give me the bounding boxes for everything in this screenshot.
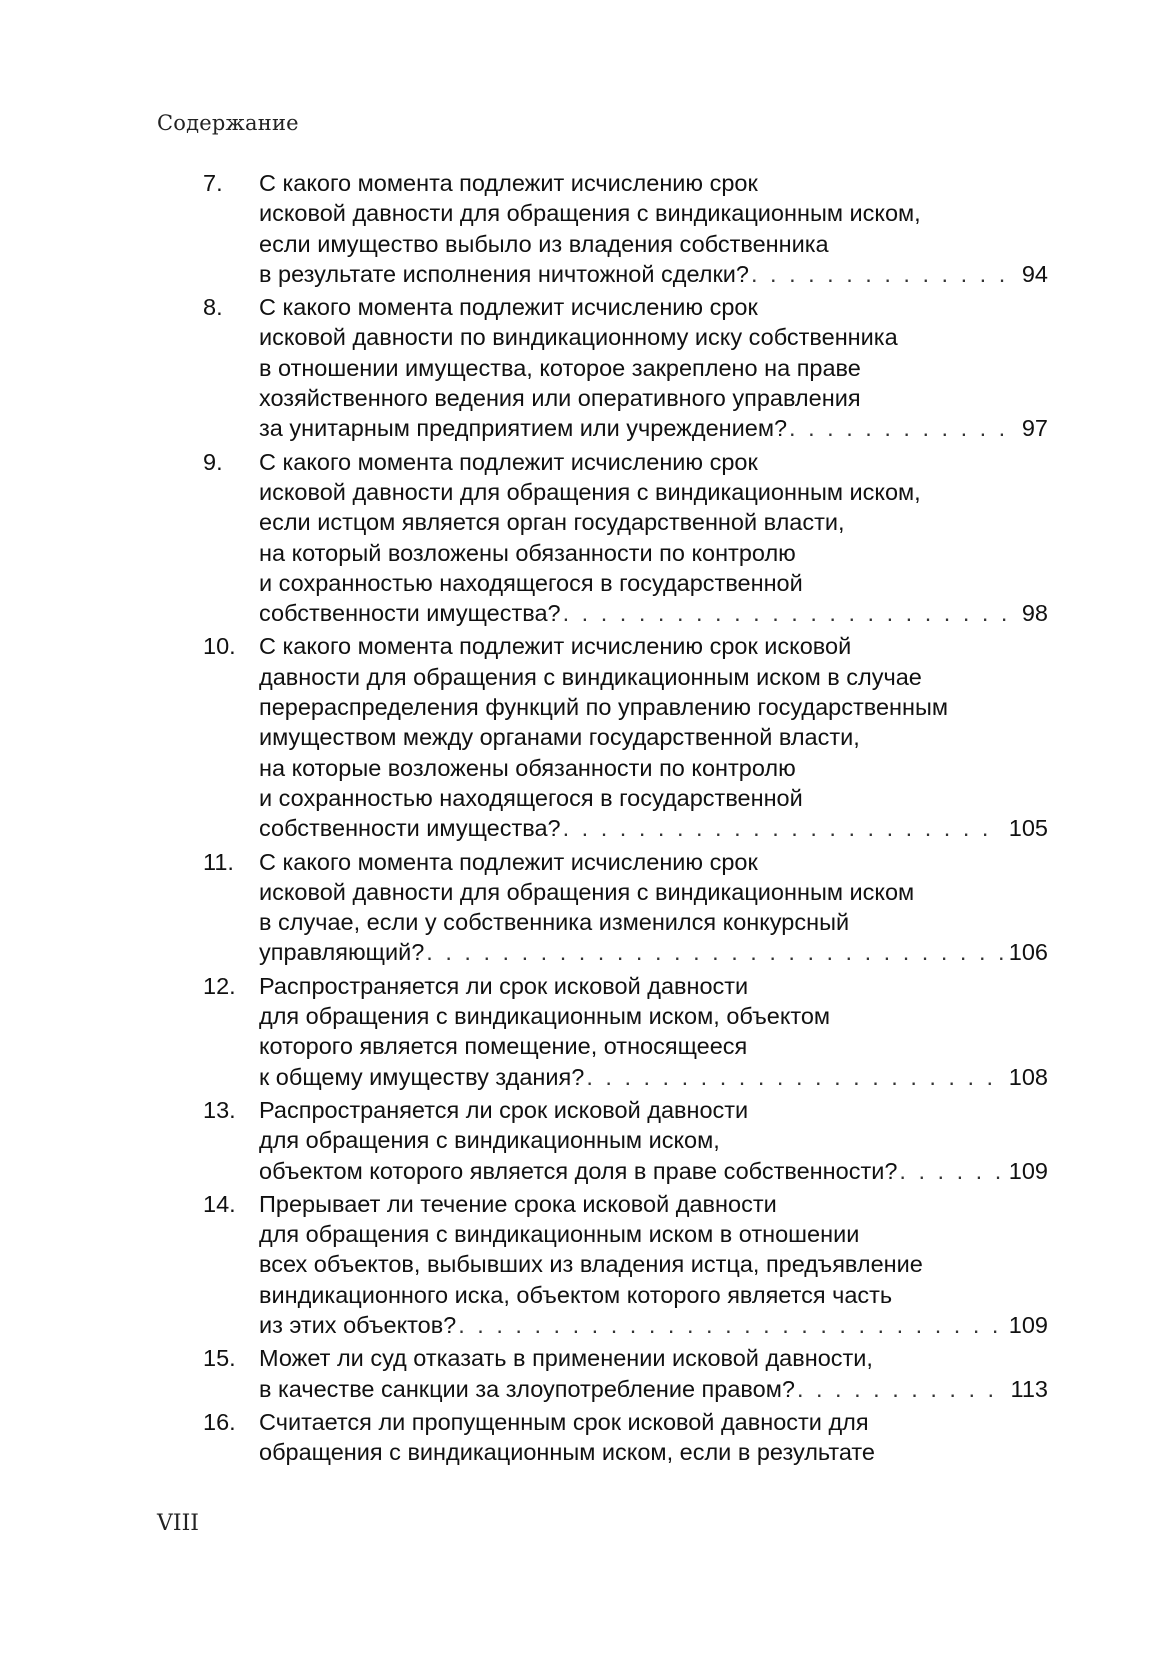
toc-entry-line: и сохранностью находящегося в государственной bbox=[259, 569, 803, 596]
toc-entry-number: 10. bbox=[203, 633, 236, 660]
toc-entry-title bbox=[259, 447, 1048, 629]
toc-page-number: 94 bbox=[1021, 260, 1048, 287]
toc-entry[interactable] bbox=[203, 1095, 1048, 1186]
toc-entry-line: собственности имущества? bbox=[259, 815, 561, 842]
toc-entry[interactable] bbox=[203, 168, 1048, 289]
toc-page-number: 97 bbox=[1021, 415, 1048, 442]
toc-entry-title bbox=[259, 1189, 1048, 1340]
toc-entry[interactable] bbox=[203, 1407, 1048, 1468]
toc-page-number: 106 bbox=[1008, 939, 1048, 966]
toc-entry-line: исковой давности по виндикационному иску собственника bbox=[259, 324, 898, 351]
dot-leader bbox=[751, 259, 1016, 289]
toc-entry-number: 12. bbox=[203, 972, 236, 999]
toc-entry[interactable] bbox=[203, 447, 1048, 629]
toc-entry[interactable] bbox=[203, 1343, 1048, 1404]
toc-page-number: 105 bbox=[1008, 815, 1048, 842]
toc-entry[interactable] bbox=[203, 631, 1048, 843]
toc-entry-line: С какого момента подлежит исчислению срок исковой bbox=[259, 633, 852, 660]
dot-leader bbox=[426, 937, 1003, 967]
toc-entry-line: имуществом между органами государственной власти, bbox=[259, 724, 860, 751]
toc-entry-number: 9. bbox=[203, 448, 223, 475]
page-number: VIII bbox=[157, 1511, 199, 1536]
dot-leader bbox=[789, 413, 1016, 443]
toc-entry-line: С какого момента подлежит исчислению срок bbox=[259, 170, 758, 196]
dot-leader bbox=[586, 1062, 1002, 1092]
toc-entry-number: 15. bbox=[203, 1345, 236, 1372]
dot-leader bbox=[458, 1310, 1003, 1340]
toc-entry-last-line bbox=[259, 813, 1048, 843]
toc-entry[interactable] bbox=[203, 1189, 1048, 1340]
toc-entry-last-line bbox=[259, 1156, 1048, 1186]
toc-entry-line: исковой давности для обращения с виндикационным иском bbox=[259, 878, 915, 905]
toc-entry-line: за унитарным предприятием или учреждением? bbox=[259, 415, 788, 442]
toc-entry-last-line bbox=[259, 598, 1048, 628]
toc-entry-title bbox=[259, 847, 1048, 968]
toc-entry-line: собственности имущества? bbox=[259, 600, 561, 627]
dot-leader bbox=[563, 813, 1003, 843]
toc-entry-line: Прерывает ли течение срока исковой давности bbox=[259, 1190, 777, 1217]
toc-page-number: 109 bbox=[1008, 1157, 1048, 1184]
toc-entry[interactable] bbox=[203, 971, 1048, 1092]
toc-entry-line: на которые возложены обязанности по контролю bbox=[259, 754, 796, 781]
toc-entry-number: 11. bbox=[203, 848, 234, 875]
toc-page-number: 113 bbox=[1010, 1375, 1048, 1402]
toc-entry-line: С какого момента подлежит исчислению срок bbox=[259, 848, 758, 875]
toc-entry-last-line bbox=[259, 1310, 1048, 1340]
toc-entry-line: в качестве санкции за злоупотребление правом? bbox=[259, 1375, 795, 1402]
toc-entry-line: Распространяется ли срок исковой давности bbox=[259, 972, 749, 999]
toc-entry-title bbox=[259, 292, 1048, 443]
toc-entry-line: для обращения с виндикационным иском в отношении bbox=[259, 1221, 860, 1248]
toc-entry-line: С какого момента подлежит исчислению срок bbox=[259, 294, 758, 321]
toc-entry-number: 13. bbox=[203, 1096, 236, 1123]
toc-entry-number: 14. bbox=[203, 1190, 236, 1217]
toc-entry[interactable] bbox=[203, 847, 1048, 968]
toc-entry-line: хозяйственного ведения или оперативного управления bbox=[259, 385, 861, 412]
toc-entry[interactable] bbox=[203, 292, 1048, 443]
toc-page-number: 108 bbox=[1008, 1063, 1048, 1090]
toc-entry-title bbox=[259, 1343, 1048, 1404]
dot-leader bbox=[563, 598, 1016, 628]
toc-entry-number: 7. bbox=[203, 170, 223, 196]
toc-entry-line: объектом которого является доля в праве собственности? bbox=[259, 1157, 898, 1184]
toc-entry-title bbox=[259, 168, 1048, 289]
toc-entry-line: управляющий? bbox=[259, 939, 425, 966]
toc-entry-line: если имущество выбыло из владения собственника bbox=[259, 230, 829, 257]
toc-entry-line: для обращения с виндикационным иском, bbox=[259, 1127, 720, 1154]
toc-entry-line: исковой давности для обращения с виндикационным иском, bbox=[259, 200, 921, 227]
toc-entry-line: в результате исполнения ничтожной сделки? bbox=[259, 260, 749, 287]
toc-entry-line: если истцом является орган государственной власти, bbox=[259, 509, 845, 536]
dot-leader bbox=[899, 1156, 1002, 1186]
toc-entry-line: С какого момента подлежит исчислению срок bbox=[259, 448, 758, 475]
toc-page-number: 109 bbox=[1008, 1311, 1048, 1338]
toc-entry-line: давности для обращения с виндикационным иском в случае bbox=[259, 663, 922, 690]
toc-entry-line: из этих объектов? bbox=[259, 1311, 457, 1338]
dot-leader bbox=[797, 1374, 1005, 1404]
toc-page-number: 98 bbox=[1021, 600, 1048, 627]
toc-entry-line: для обращения с виндикационным иском, объектом bbox=[259, 1003, 831, 1030]
toc-entry-line: которого является помещение, относящееся bbox=[259, 1033, 748, 1060]
toc-entry-line: Распространяется ли срок исковой давности bbox=[259, 1096, 749, 1123]
toc-entry-line: в случае, если у собственника изменился конкурсный bbox=[259, 909, 850, 936]
toc-entry-line: и сохранностью находящегося в государственной bbox=[259, 784, 803, 811]
toc-entry-number: 8. bbox=[203, 294, 223, 321]
toc-entry-number: 16. bbox=[203, 1408, 236, 1435]
toc-entry-last-line bbox=[259, 413, 1048, 443]
toc-entry-title bbox=[259, 971, 1048, 1092]
toc-entry-line: всех объектов, выбывших из владения истца, предъявление bbox=[259, 1251, 923, 1278]
toc-entry-title bbox=[259, 1407, 1048, 1468]
toc-entry-line: в отношении имущества, которое закреплено на праве bbox=[259, 354, 861, 381]
toc-entry-line: исковой давности для обращения с виндикационным иском, bbox=[259, 478, 921, 505]
toc-entry-line: Может ли суд отказать в применении исковой давности, bbox=[259, 1345, 873, 1372]
toc-entry-title bbox=[259, 1095, 1048, 1186]
toc-entry-title bbox=[259, 631, 1048, 843]
toc-entry-line: к общему имуществу здания? bbox=[259, 1063, 585, 1090]
running-head: Содержание bbox=[157, 111, 299, 135]
toc-entry-last-line bbox=[259, 937, 1048, 967]
table-of-contents bbox=[203, 168, 1048, 1470]
toc-entry-line: виндикационного иска, объектом которого является часть bbox=[259, 1281, 893, 1308]
toc-entry-line: Считается ли пропущенным срок исковой давности для bbox=[259, 1408, 869, 1435]
toc-entry-line: перераспределения функций по управлению государственным bbox=[259, 694, 949, 721]
toc-entry-last-line bbox=[259, 259, 1048, 289]
toc-entry-last-line bbox=[259, 1374, 1048, 1404]
toc-entry-line: на который возложены обязанности по контролю bbox=[259, 539, 796, 566]
toc-entry-last-line bbox=[259, 1062, 1048, 1092]
toc-entry-line: обращения с виндикационным иском, если в результате bbox=[259, 1439, 875, 1466]
